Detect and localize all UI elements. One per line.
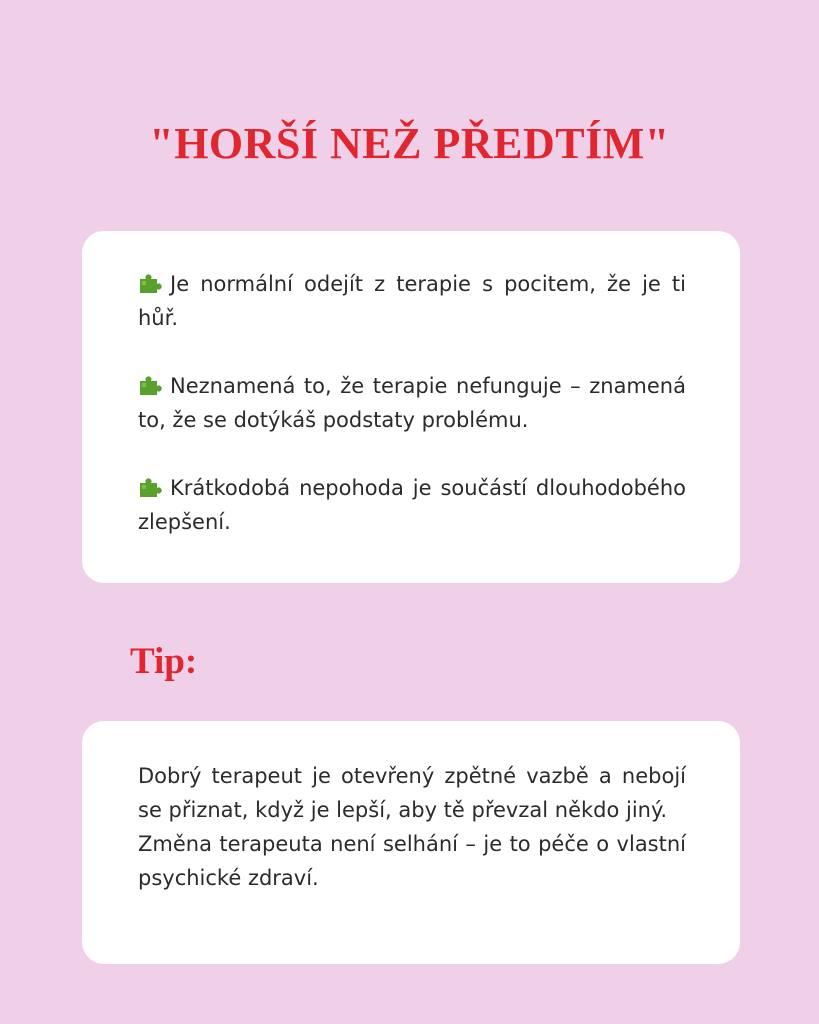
tip-paragraph-1: Dobrý terapeut je otevřený zpětné vazbě a nebojí se přiznat, když je lepší, aby tě převzal někdo jiný.	[138, 764, 686, 822]
page-title: "HORŠÍ NEŽ PŘEDTÍM"	[149, 119, 670, 168]
tip-heading: Tip:	[130, 641, 198, 682]
puzzle-piece-icon	[138, 273, 164, 293]
point-item-2	[138, 369, 686, 437]
tip-card	[82, 721, 740, 964]
point-text: Je normální odejít z terapie s pocitem, že je ti hůř.	[138, 272, 686, 330]
points-card	[82, 231, 740, 583]
tip-paragraph-2: Změna terapeuta není selhání – je to péče o vlastní psychické zdraví.	[138, 832, 686, 890]
point-text: Krátkodobá nepohoda je součástí dlouhodobého zlepšení.	[138, 476, 686, 534]
puzzle-piece-icon	[138, 375, 164, 395]
point-text: Neznamená to, že terapie nefunguje – znamená to, že se dotýkáš podstaty problému.	[138, 374, 686, 432]
puzzle-piece-icon	[138, 477, 164, 497]
point-item-1	[138, 267, 686, 335]
point-item-3	[138, 471, 686, 539]
